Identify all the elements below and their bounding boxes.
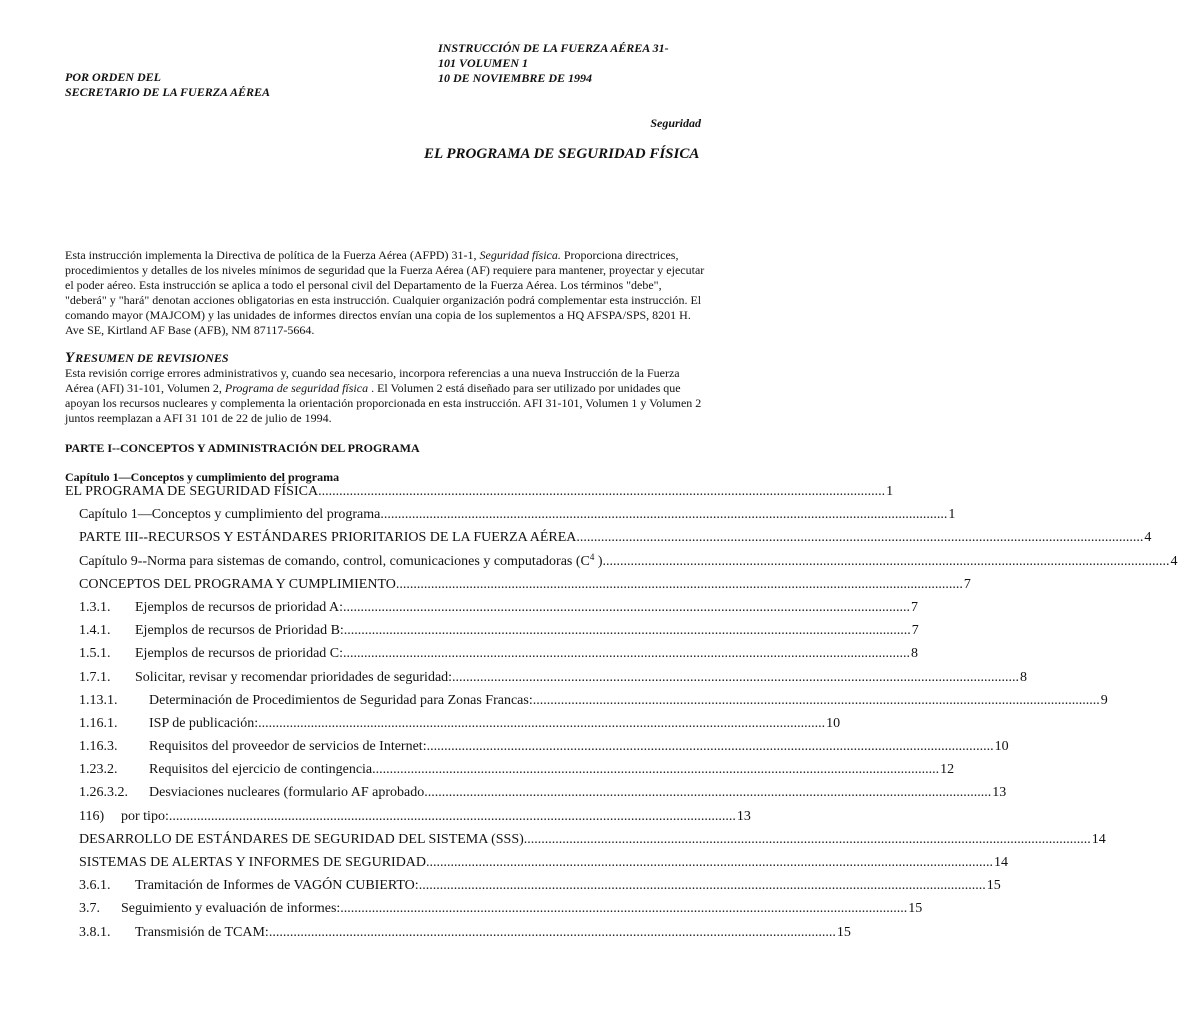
toc-section-number: 3.6.1. — [79, 878, 111, 894]
program-title: EL PROGRAMA DE SEGURIDAD FÍSICA — [424, 146, 700, 162]
toc-entry-text: Seguimiento y evaluación de informes: — [121, 901, 341, 917]
toc-entry[interactable]: SISTEMAS DE ALERTAS Y INFORMES DE SEGURIDAD.................................................................................................................................................................. 14 — [79, 855, 1009, 870]
toc-entry-text: Transmisión de TCAM: — [135, 924, 269, 940]
toc-entry-text: Solicitar, revisar y recomendar prioridades de seguridad: — [135, 669, 453, 685]
instruction-line-2: 101 VOLUMEN 1 — [438, 56, 529, 70]
toc-entry[interactable]: 1.16.3. Requisitos del proveedor de servicios de Internet:.................................................................................................................................................................. 10 — [79, 739, 1009, 755]
toc-entry-text: CONCEPTOS DEL PROGRAMA Y CUMPLIMIENTO — [79, 576, 396, 592]
category-label: Seguridad — [650, 116, 701, 130]
toc-entry[interactable]: 1.5.1. Ejemplos de recursos de prioridad C:.................................................................................................................................................................. 8 — [79, 646, 919, 662]
toc-page-number: 12 — [940, 762, 955, 778]
instruction-id — [438, 41, 738, 86]
toc-entry[interactable]: 1.3.1. Ejemplos de recursos de prioridad A:.................................................................................................................................................................. 7 — [79, 599, 919, 615]
toc-section-number: 1.26.3.2. — [79, 785, 128, 801]
toc-entry-text: Ejemplos de recursos de Prioridad B: — [135, 623, 344, 639]
toc-section-number: 1.23.2. — [79, 762, 118, 778]
toc-page-number: 7 — [911, 599, 919, 615]
revisions-heading — [65, 350, 229, 367]
toc-entry-text: ISP de publicación: — [149, 715, 259, 731]
toc-entry[interactable]: 3.7. Seguimiento y evaluación de informes:.................................................................................................................................................................. 15 — [79, 901, 923, 917]
table-of-contents — [65, 484, 1178, 948]
intro-reference: Seguridad física. — [479, 248, 561, 262]
toc-page-number: 8 — [1020, 669, 1028, 685]
toc-entry[interactable]: DESARROLLO DE ESTÁNDARES DE SEGURIDAD DEL SISTEMA (SSS).................................................................................................................................................................. 14 — [79, 831, 1106, 847]
toc-entry[interactable]: CONCEPTOS DEL PROGRAMA Y CUMPLIMIENTO.................................................................................................................................................................. 7 — [79, 576, 971, 592]
toc-entry-text: EL PROGRAMA DE SEGURIDAD FÍSICA — [65, 484, 319, 499]
toc-page-number: 9 — [1100, 692, 1108, 708]
toc-entry-text: Desviaciones nucleares (formulario AF aprobado — [149, 785, 425, 801]
toc-page-number: 13 — [736, 808, 751, 824]
toc-page-number: 13 — [992, 785, 1007, 801]
order-line-2: SECRETARIO DE LA FUERZA AÉREA — [65, 85, 270, 99]
toc-page-number: 10 — [994, 739, 1009, 755]
toc-entry-text: Requisitos del proveedor de servicios de Internet: — [149, 739, 427, 755]
toc-page-number: 14 — [994, 855, 1009, 870]
revisions-text-1: Esta revisión corrige errores administrativos y, cuando sea necesario, incorpora referencias a una nueva Instrucción de la Fuerza Aérea (AFI) 31-101, Volumen 2, — [65, 366, 680, 395]
toc-entry-text: Tramitación de Informes de VAGÓN CUBIERTO: — [135, 878, 419, 894]
toc-section-number: 1.3.1. — [79, 599, 111, 615]
revisions-heading-text: RESUMEN DE REVISIONES — [75, 351, 229, 365]
order-line-1: POR ORDEN DEL — [65, 70, 162, 84]
toc-section-number: 3.8.1. — [79, 924, 111, 940]
issuing-authority — [65, 70, 270, 100]
toc-page-number: 1 — [948, 507, 956, 523]
toc-entry[interactable]: 1.4.1. Ejemplos de recursos de Prioridad B:.................................................................................................................................................................. 7 — [79, 623, 919, 639]
toc-page-number: 7 — [911, 623, 919, 639]
toc-entry-text: Requisitos del ejercicio de contingencia — [149, 762, 373, 778]
revisions-reference: Programa de seguridad física — [224, 381, 369, 395]
toc-entry[interactable]: 116) por tipo:.................................................................................................................................................................. 13 — [79, 808, 751, 824]
chapter-heading: Capítulo 1—Conceptos y cumplimiento del programa — [65, 470, 340, 484]
toc-section-number: 1.5.1. — [79, 646, 111, 662]
toc-page-number: 8 — [911, 646, 919, 662]
toc-section-number: 1.16.1. — [79, 715, 118, 731]
toc-entry[interactable]: 3.8.1. Transmisión de TCAM:.................................................................................................................................................................. 15 — [79, 924, 851, 940]
toc-entry-text: Ejemplos de recursos de prioridad C: — [135, 646, 344, 662]
toc-page-number: 14 — [1091, 831, 1106, 847]
revisions-paragraph — [65, 366, 705, 426]
toc-entry-text: Capítulo 9--Norma para sistemas de comando, control, comunicaciones y computadoras (C — [79, 553, 590, 569]
intro-text-1: Esta instrucción implementa la Directiva de política de la Fuerza Aérea (AFPD) 31-1, — [65, 248, 480, 262]
toc-page-number: 10 — [826, 715, 841, 731]
toc-section-number: 1.16.3. — [79, 739, 118, 755]
toc-entry[interactable]: 1.26.3.2. Desviaciones nucleares (formulario AF aprobado.................................................................................................................................................................. 13 — [79, 785, 1007, 801]
toc-section-number: 1.4.1. — [79, 623, 111, 639]
part-heading: PARTE I--CONCEPTOS Y ADMINISTRACIÓN DEL PROGRAMA — [65, 441, 420, 455]
toc-entry[interactable]: 1.16.1. ISP de publicación:.................................................................................................................................................................. 10 — [79, 715, 841, 731]
intro-paragraph — [65, 248, 705, 338]
toc-entry-text: por tipo: — [121, 808, 169, 824]
toc-page-number: 15 — [836, 924, 851, 940]
toc-page-number: 4 — [1144, 530, 1152, 546]
revisions-text-2: . El Volumen 2 está diseñado para ser utilizado por unidades que apoyan los recursos nucleares y complementa la orientación proporcionada en esta instrucción. AFI 31-101, Volumen 1 y Volumen 2 juntos reemplazan a AFI 31 101 de 22 de julio de 1994. — [65, 381, 702, 425]
toc-entry[interactable]: EL PROGRAMA DE SEGURIDAD FÍSICA.................................................................................................................................................................. 1 — [65, 484, 894, 499]
toc-entry[interactable]: 1.23.2. Requisitos del ejercicio de contingencia.................................................................................................................................................................. 12 — [79, 762, 955, 778]
revision-symbol-icon: Υ — [65, 350, 75, 366]
toc-page-number: 1 — [886, 484, 894, 499]
instruction-line-1: INSTRUCCIÓN DE LA FUERZA AÉREA 31- — [438, 41, 669, 55]
toc-entry-text: PARTE III--RECURSOS Y ESTÁNDARES PRIORITARIOS DE LA FUERZA AÉREA — [79, 530, 577, 546]
toc-section-number: 116) — [79, 808, 105, 824]
instruction-date: 10 DE NOVIEMBRE DE 1994 — [438, 71, 593, 85]
toc-entry[interactable]: 1.7.1. Solicitar, revisar y recomendar prioridades de seguridad:.................................................................................................................................................................. 8 — [79, 669, 1028, 685]
toc-entry-text: Determinación de Procedimientos de Seguridad para Zonas Francas: — [149, 692, 533, 708]
toc-entry[interactable]: Capítulo 1—Conceptos y cumplimiento del programa.................................................................................................................................................................. 1 — [79, 507, 956, 523]
toc-entry[interactable]: 1.13.1. Determinación de Procedimientos de Seguridad para Zonas Francas:.................................................................................................................................................................. 9 — [79, 692, 1108, 708]
toc-section-number: 3.7. — [79, 901, 100, 917]
toc-page-number: 7 — [963, 576, 971, 592]
toc-entry[interactable]: PARTE III--RECURSOS Y ESTÁNDARES PRIORITARIOS DE LA FUERZA AÉREA.................................................................................................................................................................. 4 — [79, 530, 1152, 546]
toc-entry-text: Capítulo 1—Conceptos y cumplimiento del programa — [79, 507, 381, 523]
toc-page-number: 4 — [1170, 553, 1178, 569]
toc-section-number: 1.13.1. — [79, 692, 118, 708]
toc-page-number: 15 — [908, 901, 923, 917]
toc-page-number: 15 — [986, 878, 1001, 894]
intro-text-2: Proporciona directrices, procedimientos y detalles de los niveles mínimos de seguridad que la Fuerza Aérea (AF) requiere para mantener, proyectar y ejecutar el poder aéreo. Esta instrucción se aplica a todo el personal civil del Departamento de la Fuerza Aérea. Los términos "debe", "deberá" y "hará" denotan acciones obligatorias en esta instrucción. Cualquier organización podrá complementar esta instrucción. El comando mayor (MAJCOM) y las unidades de informes directos envían una copia de los suplementos a HQ AFSPA/SPS, 8201 H. Ave SE, Kirtland AF Base (AFB), NM 87117-5664. — [65, 248, 705, 337]
toc-entry-text: DESARROLLO DE ESTÁNDARES DE SEGURIDAD DEL SISTEMA (SSS) — [79, 831, 524, 847]
toc-entry-text: Ejemplos de recursos de prioridad A: — [135, 599, 344, 615]
toc-entry-superscript: 4 — [589, 551, 595, 562]
toc-entry[interactable]: Capítulo 9--Norma para sistemas de comando, control, comunicaciones y computadoras ($C^4$ ).................................................................................................................................................................. 4 — [79, 551, 1178, 569]
toc-entry-text: SISTEMAS DE ALERTAS Y INFORMES DE SEGURIDAD — [79, 855, 427, 870]
toc-section-number: 1.7.1. — [79, 669, 111, 685]
toc-entry[interactable]: 3.6.1. Tramitación de Informes de VAGÓN CUBIERTO:.................................................................................................................................................................. 15 — [79, 878, 1001, 894]
toc-entry-text-suffix: ) — [594, 553, 603, 569]
